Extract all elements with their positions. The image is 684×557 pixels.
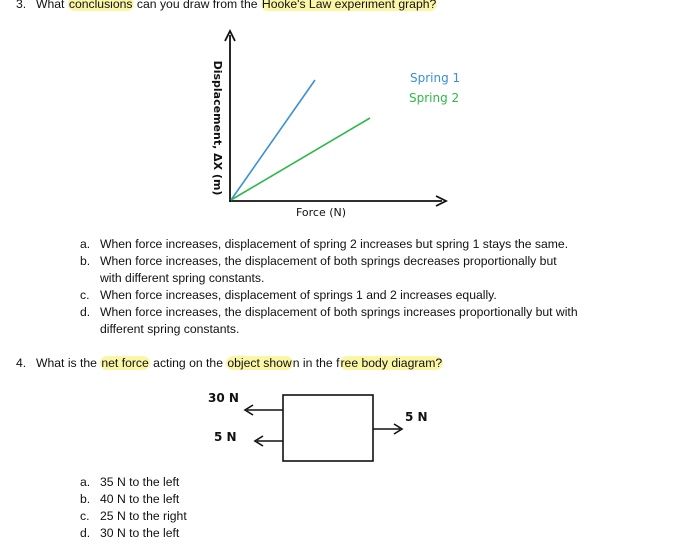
question-4 — [16, 355, 443, 371]
y-axis-label: Displacement, ΔX (m) — [211, 60, 224, 196]
option-a[interactable]: a. When force increases, displacement of spring 2 increases but spring 1 stays the same. — [80, 237, 569, 251]
option-a[interactable]: a. 35 N to the left — [80, 475, 180, 489]
option-text-continued: with different spring constants. — [100, 271, 265, 285]
question-3-options — [80, 236, 578, 338]
option-text: When force increases, displacement of springs 1 and 2 increases equally. — [100, 288, 497, 302]
series-line-spring-1 — [231, 80, 315, 200]
option-text: 25 N to the right — [100, 509, 187, 523]
highlighted-text: conclusions — [68, 0, 134, 11]
question-4-options — [80, 474, 187, 542]
option-d[interactable]: d. When force increases, the displacement of both springs increases proportionally but with different spring constants. — [80, 305, 578, 336]
question-text-part: acting on the — [149, 356, 227, 370]
question-number: 3. — [16, 0, 27, 11]
option-b[interactable]: b. When force increases, the displacement of both springs decreases proportionally but with different spring constants. — [80, 254, 557, 285]
highlighted-text: Hooke's Law experiment graph? — [261, 0, 437, 11]
highlighted-text: net force — [101, 356, 149, 370]
legend-spring-1: Spring 1 — [410, 71, 461, 85]
option-text: 30 N to the left — [100, 526, 180, 540]
question-text-part: What is the — [36, 356, 101, 370]
option-c[interactable]: c. 25 N to the right — [80, 509, 187, 523]
question-number: 4. — [16, 356, 27, 370]
option-text: When force increases, displacement of spring 2 increases but spring 1 stays the same. — [100, 237, 569, 251]
question-text-part: can you draw from the — [133, 0, 261, 11]
highlighted-text: object show — [227, 356, 292, 370]
force-label-left-top: 30 N — [208, 391, 239, 405]
series-line-spring-2 — [231, 118, 370, 200]
question-text-part: n in the f — [292, 356, 340, 370]
force-label-left-bottom: 5 N — [214, 430, 237, 444]
question-text — [36, 356, 443, 370]
option-text-continued: different spring constants. — [100, 322, 240, 336]
option-d[interactable]: d. 30 N to the left — [80, 526, 180, 540]
option-b[interactable]: b. 40 N to the left — [80, 492, 180, 506]
option-text: 35 N to the left — [100, 475, 180, 489]
force-label-right: 5 N — [405, 410, 428, 424]
option-text: When force increases, the displacement of both springs increases proportionally but with — [100, 305, 578, 319]
question-text-part: What — [36, 0, 68, 11]
legend-spring-2: Spring 2 — [409, 91, 460, 105]
option-text: 40 N to the left — [100, 492, 180, 506]
highlighted-text: ree body diagram? — [340, 356, 443, 370]
x-axis-label: Force (N) — [295, 206, 347, 219]
option-c[interactable]: c. When force increases, displacement of springs 1 and 2 increases equally. — [80, 288, 497, 302]
option-text: When force increases, the displacement of both springs decreases proportionally but — [100, 254, 557, 268]
object-box — [283, 395, 373, 461]
